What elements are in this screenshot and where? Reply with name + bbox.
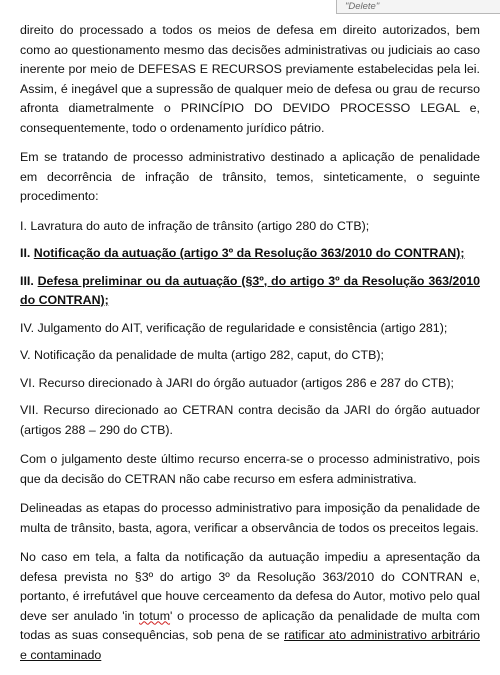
list-item-4: IV. Julgamento do AIT, verificação de regularidade e consistência (artigo 281);: [20, 320, 448, 335]
case-text-part2: ' o processo de aplicação da penalidade de multa com todas as suas consequências, sob pena de se: [20, 608, 480, 642]
list-item-3-number: III.: [20, 273, 38, 288]
list-item-7: VII. Recurso direcionado ao CETRAN contra decisão da JARI do órgão autuador (artigos 288 – 290 do CTB).: [20, 403, 480, 437]
case-text-part1: No caso em tela, a falta da notificação da autuação impediu a apresentação da defesa prevista no §3º do artigo 3º da Resolução 363/2010 do CONTRAN e, portanto, é irrefutável que houve cerceamento da defesa do Autor, motivo pelo qual deve ser anulado 'in: [20, 550, 480, 623]
list-item-2-number: II.: [20, 246, 34, 260]
list-item-1: I. Lavratura do auto de infração de trânsito (artigo 280 do CTB);: [20, 218, 370, 233]
paragraph-due-process: direito do processado a todos os meios de defesa em direito autorizados, bem como ao questionamento mesmo das decisões administrativas ou judiciais ao caso inerente por meio de DEFESAS E RECURSOS previamente estabelecidas pela lei. Assim, é inegável que a supressão de qualquer meio de defesa ou grau de recurso afronta diametralmente o PRINCÍPIO DO DEVIDO PROCESSO LEGAL e, consequentemente, todo o ordenamento jurídico pátrio.: [20, 23, 480, 135]
list-item-2-text: Notificação da autuação (artigo 3º da Resolução 363/2010 do CONTRAN);: [33, 246, 465, 260]
comment-text-line2: "Delete": [345, 1, 380, 12]
paragraph-case-analysis: [20, 548, 480, 665]
paragraph-stages-outlined: Delineadas as etapas do processo administrativo para imposição da penalidade de multa de trânsito, basta, agora, verificar a observância de todos os preceitos legais.: [20, 501, 480, 535]
list-item-3: [20, 272, 480, 311]
list-item-3-text: Defesa preliminar ou da autuação (§3º, do artigo 3º da Resolução 363/2010 do CONTRAN);: [20, 273, 480, 307]
comment-balloon[interactable]: [336, 0, 500, 14]
case-text-underlined: ratificar ato administrativo arbitrário e contaminado: [20, 628, 480, 662]
list-item-6: VI. Recurso direcionado à JARI do órgão autuador (artigos 286 e 287 do CTB);: [20, 375, 454, 390]
paragraph-cetran-decision: Com o julgamento deste último recurso encerra-se o processo administrativo, pois que da decisão do CETRAN não cabe recurso em esfera administrativa.: [20, 452, 480, 486]
spellcheck-word: totum: [139, 608, 171, 623]
list-item-5: V. Notificação da penalidade de multa (artigo 282, caput, do CTB);: [20, 348, 384, 362]
document-body[interactable]: [20, 21, 480, 675]
paragraph-procedure-intro: Em se tratando de processo administrativo destinado a aplicação de penalidade em decorrência de infração de trânsito, temos, sinteticamente, o seguinte procedimento:: [20, 150, 480, 203]
list-item-2: [20, 244, 480, 264]
